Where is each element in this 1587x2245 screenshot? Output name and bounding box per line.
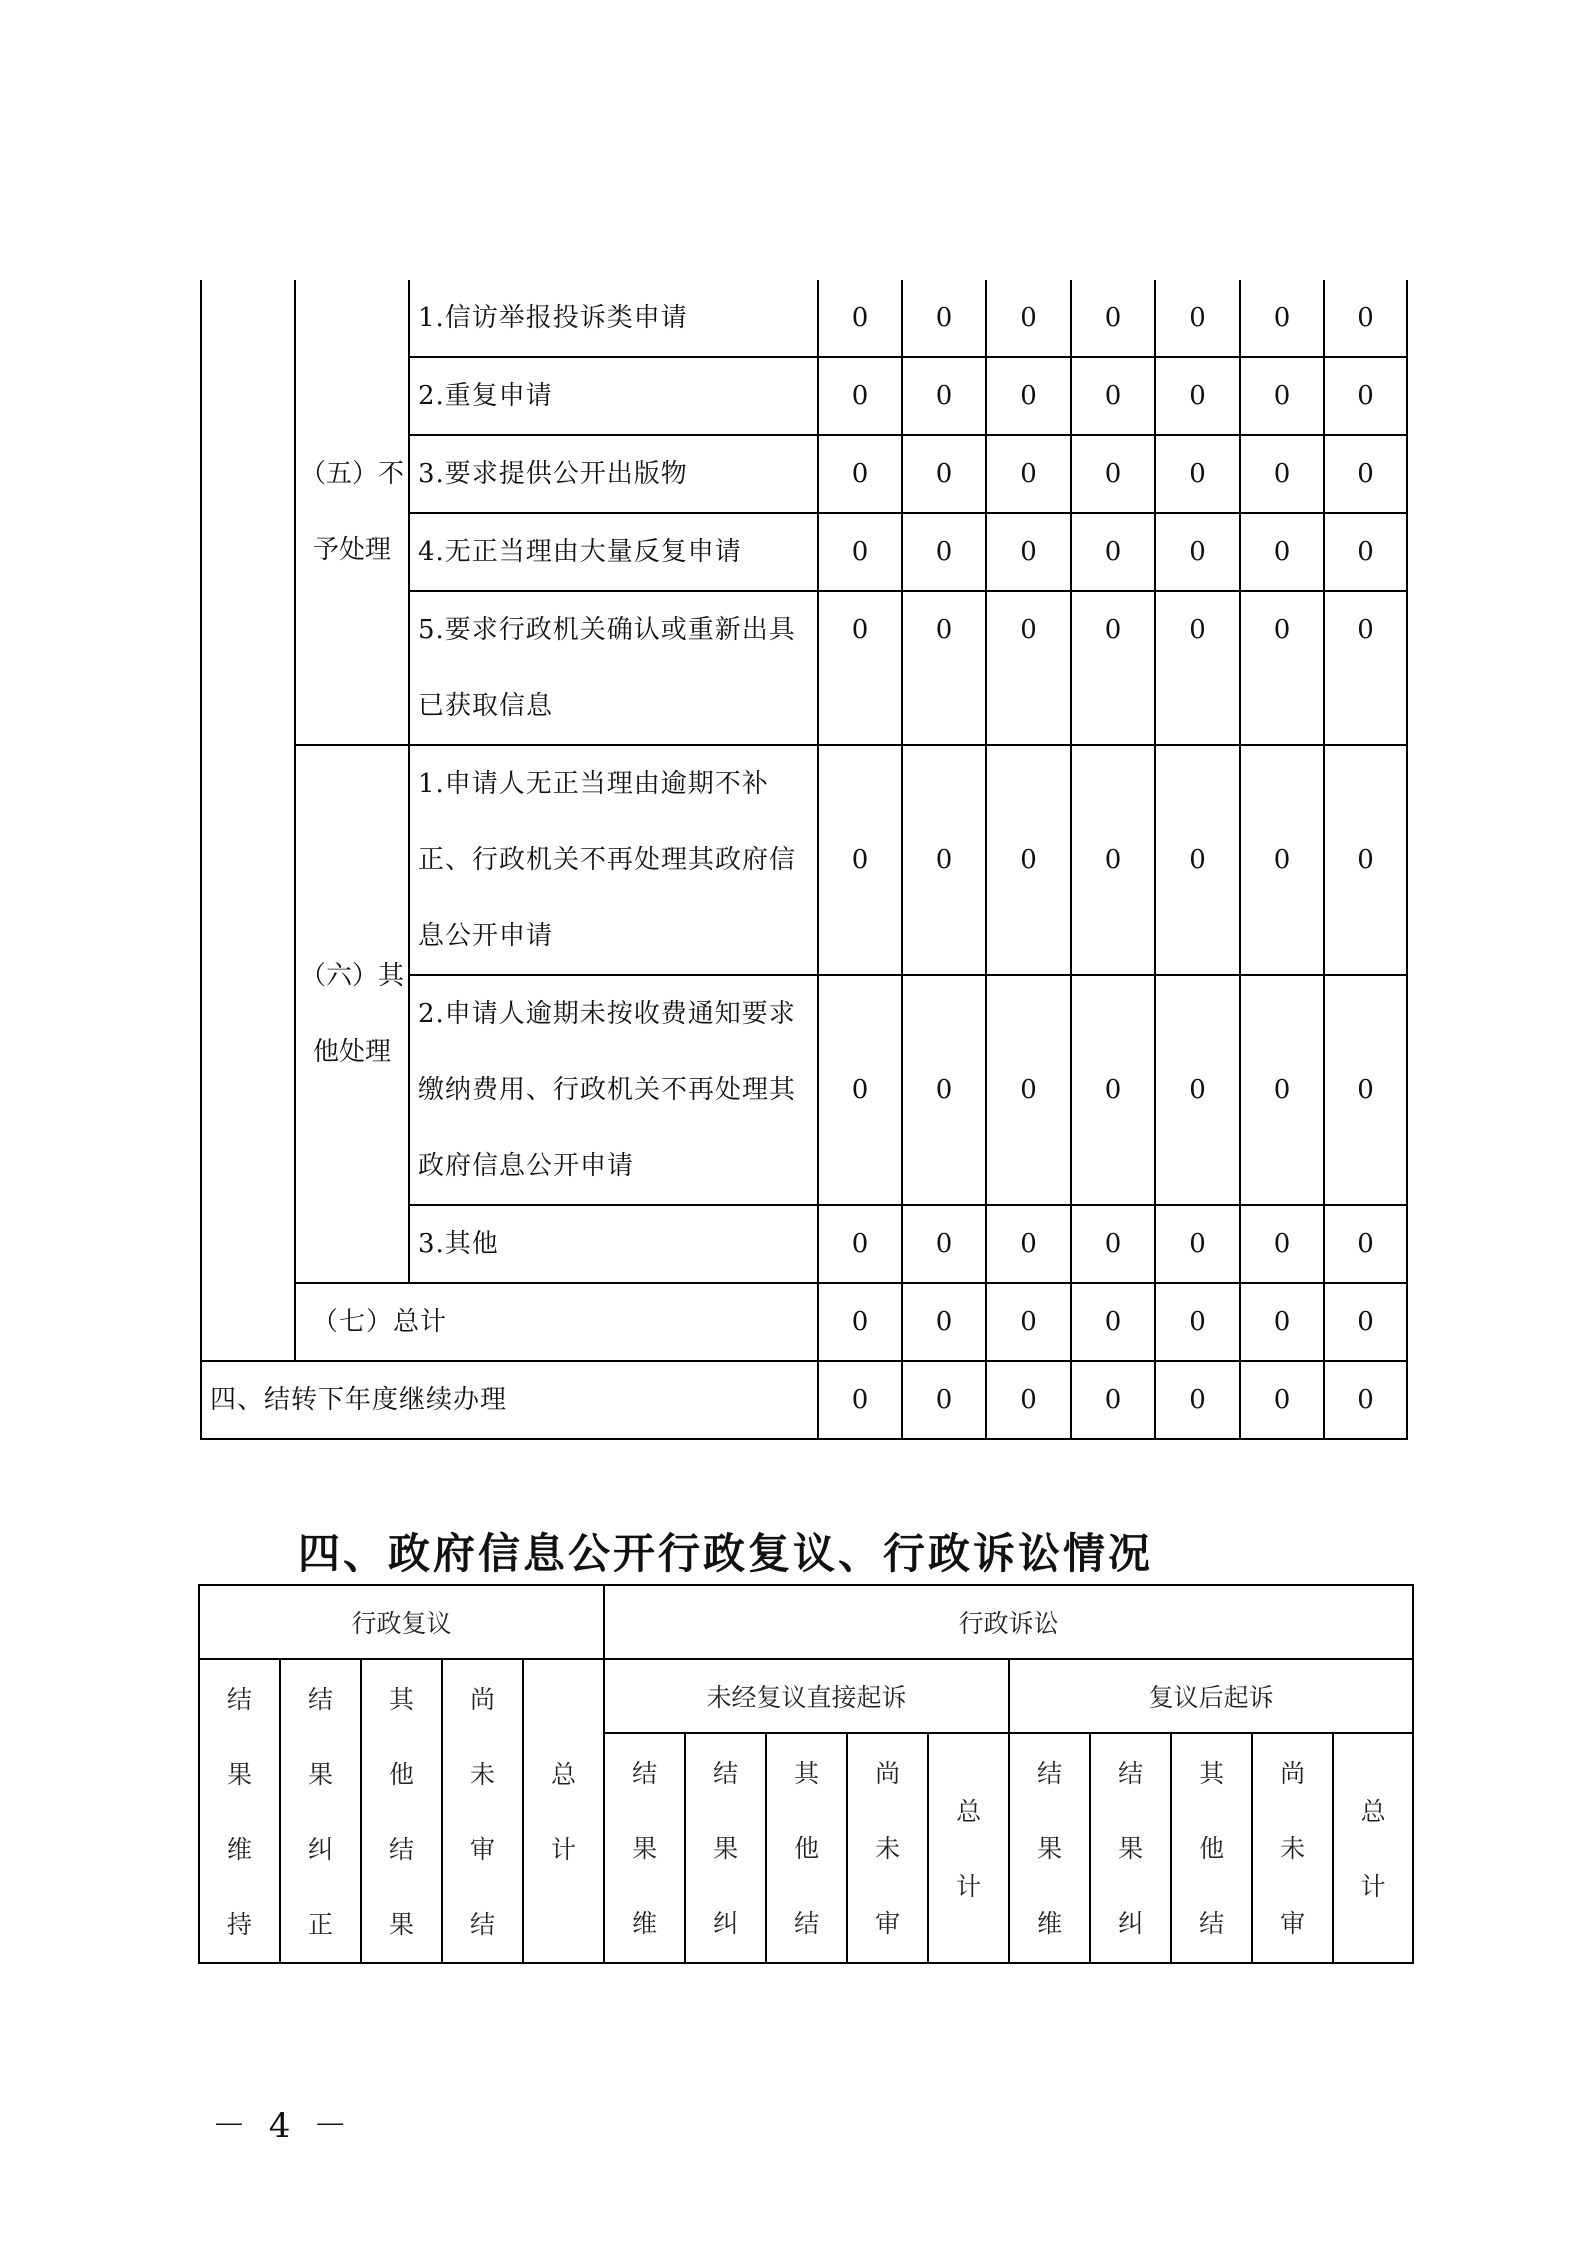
outer-category-cell (201, 280, 295, 1361)
value-cell: 0 (818, 280, 902, 357)
value-cell: 0 (902, 357, 986, 435)
value-cell: 0 (1071, 975, 1155, 1205)
value-cell: 0 (818, 1283, 902, 1361)
application-handling-table (200, 280, 1408, 1440)
row-label: 5.要求行政机关确认或重新出具已获取信息 (409, 591, 818, 745)
value-cell: 0 (1240, 435, 1324, 513)
after-col-header: 结果维 (1009, 1733, 1090, 1963)
value-cell: 0 (902, 975, 986, 1205)
value-cell: 0 (1240, 591, 1324, 745)
value-cell: 0 (1324, 357, 1407, 435)
table-row (201, 1361, 1407, 1439)
section-title: 四、政府信息公开行政复议、行政诉讼情况 (298, 1529, 1154, 1578)
value-cell: 0 (1240, 745, 1324, 975)
after-review-suit-header: 复议后起诉 (1009, 1659, 1413, 1733)
row-label: 3.其他 (409, 1205, 818, 1283)
table-row (201, 1283, 1407, 1361)
value-cell: 0 (1324, 435, 1407, 513)
review-col-header: 总计 (523, 1659, 604, 1963)
table-row (201, 280, 1407, 357)
after-col-header: 结果纠 (1090, 1733, 1171, 1963)
value-cell: 0 (1240, 513, 1324, 591)
total-label: （七）总计 (295, 1283, 818, 1361)
value-cell: 0 (902, 280, 986, 357)
review-litigation-table (198, 1584, 1414, 1964)
review-col-header: 结果纠正 (280, 1659, 361, 1963)
value-cell: 0 (818, 357, 902, 435)
direct-suit-header: 未经复议直接起诉 (604, 1659, 1009, 1733)
value-cell: 0 (1324, 745, 1407, 975)
value-cell: 0 (1155, 1283, 1240, 1361)
after-col-header: 其他结 (1171, 1733, 1252, 1963)
value-cell: 0 (902, 513, 986, 591)
value-cell: 0 (818, 513, 902, 591)
value-cell: 0 (902, 1361, 986, 1439)
value-cell: 0 (986, 975, 1071, 1205)
carryover-label: 四、结转下年度继续办理 (201, 1361, 818, 1439)
direct-col-header: 尚未审 (847, 1733, 928, 1963)
value-cell: 0 (986, 591, 1071, 745)
value-cell: 0 (1071, 357, 1155, 435)
review-header: 行政复议 (199, 1585, 604, 1659)
value-cell: 0 (1324, 1205, 1407, 1283)
row-label: 2.申请人逾期未按收费通知要求缴纳费用、行政机关不再处理其政府信息公开申请 (409, 975, 818, 1205)
value-cell: 0 (902, 435, 986, 513)
value-cell: 0 (818, 435, 902, 513)
value-cell: 0 (1240, 1205, 1324, 1283)
value-cell: 0 (1155, 1361, 1240, 1439)
value-cell: 0 (1155, 513, 1240, 591)
value-cell: 0 (818, 591, 902, 745)
value-cell: 0 (1240, 1361, 1324, 1439)
value-cell: 0 (1324, 513, 1407, 591)
group-label-cell: （六）其他处理 (295, 745, 409, 1283)
direct-col-header: 其他结 (766, 1733, 847, 1963)
row-label: 3.要求提供公开出版物 (409, 435, 818, 513)
row-label: 2.重复申请 (409, 357, 818, 435)
value-cell: 0 (818, 1205, 902, 1283)
value-cell: 0 (1324, 591, 1407, 745)
value-cell: 0 (986, 513, 1071, 591)
value-cell: 0 (986, 745, 1071, 975)
after-col-header: 总计 (1333, 1733, 1413, 1963)
row-label: 1.申请人无正当理由逾期不补正、行政机关不再处理其政府信息公开申请 (409, 745, 818, 975)
value-cell: 0 (1240, 280, 1324, 357)
direct-col-header: 总计 (928, 1733, 1009, 1963)
row-label: 1.信访举报投诉类申请 (409, 280, 818, 357)
value-cell: 0 (1155, 280, 1240, 357)
value-cell: 0 (986, 435, 1071, 513)
table-row (201, 745, 1407, 975)
value-cell: 0 (1071, 513, 1155, 591)
direct-col-header: 结果纠 (685, 1733, 766, 1963)
page-number: － 4 － (212, 2106, 354, 2146)
value-cell: 0 (902, 1205, 986, 1283)
review-col-header: 结果维持 (199, 1659, 280, 1963)
value-cell: 0 (1155, 435, 1240, 513)
value-cell: 0 (1155, 357, 1240, 435)
value-cell: 0 (986, 1361, 1071, 1439)
value-cell: 0 (1071, 280, 1155, 357)
value-cell: 0 (986, 357, 1071, 435)
group-label-cell: （五）不予处理 (295, 280, 409, 745)
value-cell: 0 (1155, 745, 1240, 975)
value-cell: 0 (1324, 1283, 1407, 1361)
value-cell: 0 (902, 591, 986, 745)
value-cell: 0 (1324, 1361, 1407, 1439)
table-row (199, 1659, 1413, 1733)
value-cell: 0 (1071, 435, 1155, 513)
value-cell: 0 (986, 1283, 1071, 1361)
value-cell: 0 (1071, 1205, 1155, 1283)
value-cell: 0 (818, 975, 902, 1205)
value-cell: 0 (1071, 1361, 1155, 1439)
direct-col-header: 结果维 (604, 1733, 685, 1963)
value-cell: 0 (1155, 1205, 1240, 1283)
value-cell: 0 (986, 280, 1071, 357)
value-cell: 0 (1240, 975, 1324, 1205)
value-cell: 0 (986, 1205, 1071, 1283)
review-col-header: 其他结果 (361, 1659, 442, 1963)
value-cell: 0 (1240, 1283, 1324, 1361)
value-cell: 0 (1240, 357, 1324, 435)
litigation-header: 行政诉讼 (604, 1585, 1413, 1659)
value-cell: 0 (902, 745, 986, 975)
value-cell: 0 (1071, 1283, 1155, 1361)
value-cell: 0 (1324, 280, 1407, 357)
row-label: 4.无正当理由大量反复申请 (409, 513, 818, 591)
table-row (199, 1585, 1413, 1659)
value-cell: 0 (1324, 975, 1407, 1205)
value-cell: 0 (1155, 975, 1240, 1205)
review-col-header: 尚未审结 (442, 1659, 523, 1963)
value-cell: 0 (1071, 745, 1155, 975)
value-cell: 0 (818, 1361, 902, 1439)
value-cell: 0 (902, 1283, 986, 1361)
value-cell: 0 (1071, 591, 1155, 745)
value-cell: 0 (818, 745, 902, 975)
after-col-header: 尚未审 (1252, 1733, 1333, 1963)
value-cell: 0 (1155, 591, 1240, 745)
